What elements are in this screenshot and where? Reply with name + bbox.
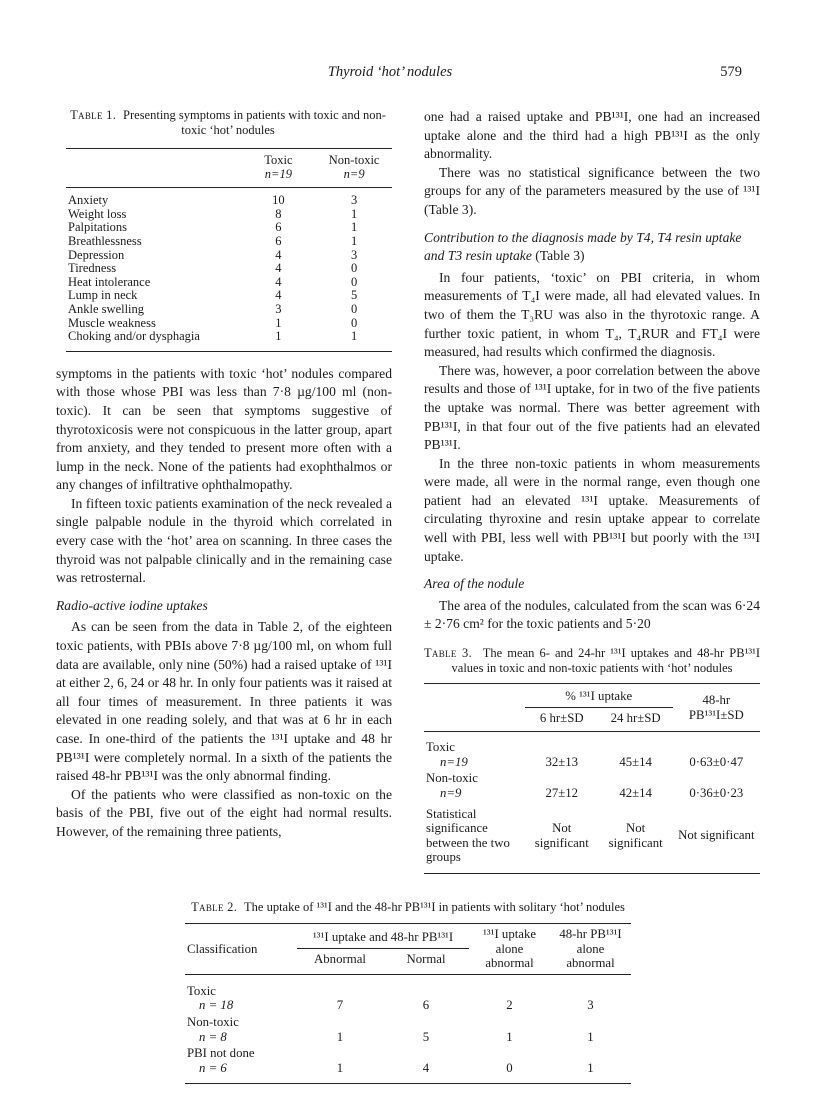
- pb-alone-value: 1: [587, 1060, 594, 1075]
- table2-block: [56, 900, 760, 1084]
- table1-body: [66, 188, 392, 352]
- group-n: n=19: [440, 754, 468, 769]
- nontoxic-value: 1: [351, 233, 358, 248]
- body-paragraph: In the three non-toxic patients in whom measurements were made, all were in the normal range, even though one patient had an elevated ¹³¹I uptake. Measurements of circulating thyroxine and resin uptake appear to correlate well with PBI, less well with PB¹³¹I but poorly with the ¹³¹I uptake.: [424, 455, 760, 564]
- symptom-cell: Anxiety: [68, 193, 109, 208]
- toxic-value: 10: [272, 193, 285, 208]
- classification-n: n = 18: [199, 998, 234, 1013]
- abnormal-value: 1: [336, 1060, 344, 1075]
- symptom-cell: Weight loss: [68, 206, 127, 221]
- nontoxic-value: 0: [351, 315, 358, 330]
- table2: [185, 923, 631, 1084]
- group-label-cell: [424, 732, 525, 771]
- toxic-value: 8: [275, 206, 282, 221]
- section-heading-area: Area of the nodule: [424, 576, 525, 592]
- nontoxic-value: 1: [351, 206, 358, 221]
- table3-header-row-1: [424, 684, 760, 708]
- page-number: 579: [720, 64, 742, 80]
- uptake-alone-value: 2: [506, 998, 513, 1013]
- table1-block: [56, 108, 392, 352]
- pb131-column-header: [673, 684, 760, 732]
- nontoxic-value: 1: [351, 329, 358, 344]
- table-row: [424, 770, 760, 801]
- body-paragraph: In four patients, ‘toxic’ on PBI criteria, in whom measurements of T₄I were made, all had elevated values. In two of them the T₃RU was also in the thyrotoxic range. A further toxic patient, in whom T₄, T₄RUR and FT₄I were measured, had results which confirmed the diagnosis.: [424, 269, 760, 360]
- table-row: [66, 303, 392, 317]
- heading-italic-part: Contribution to the diagnosis made by T4, T4 resin uptake and T3 resin uptake: [424, 229, 742, 264]
- toxic-value: 3: [275, 301, 282, 316]
- table3-caption-text: The mean 6- and 24-hr ¹³¹I uptakes and 48-hr PB¹³¹I values in toxic and non-toxic patients with ‘hot’ nodules: [451, 646, 760, 676]
- table-row: [185, 1014, 631, 1045]
- uptake-group-header: % ¹³¹I uptake: [525, 684, 673, 708]
- symptom-cell: Tiredness: [68, 261, 117, 276]
- normal-header: Normal: [383, 949, 469, 974]
- uptake-alone-value: 1: [506, 1029, 513, 1044]
- value-24hr: 42±14: [619, 786, 652, 800]
- table-row: [66, 317, 392, 331]
- body-paragraph: one had a raised uptake and PB¹³¹I, one had an increased uptake alone and the third had a high PB¹³¹I as the only abnormality.: [424, 109, 760, 162]
- table-row: [66, 262, 392, 276]
- table2-header-row-1: [185, 923, 631, 948]
- running-title: Thyroid ‘hot’ nodules: [327, 64, 453, 80]
- significance-24hr: Not significant: [608, 821, 663, 850]
- significance-6hr: Not significant: [534, 821, 589, 850]
- nontoxic-value: 3: [351, 247, 358, 262]
- toxic-label: Toxic: [264, 153, 293, 167]
- toxic-column-header: [241, 149, 317, 188]
- heading-roman-part: (Table 3): [531, 248, 585, 264]
- group-label-cell: [424, 770, 525, 801]
- nontoxic-value: 3: [351, 193, 358, 208]
- toxic-value: 6: [275, 220, 282, 235]
- body-paragraph: symptoms in the patients with toxic ‘hot’ nodules compared with those whose PBI was less than 7·8 µg/100 ml (non-toxic). It can be seen that symptoms suggestive of thyrotoxicosis were not conspicuous in the latter group, apart from anxiety, and they tended to present more often with a lump in the neck. None of the patients had exophthalmos or any changes of infiltrative ophthalmopathy.: [56, 365, 392, 493]
- classification-cell: [185, 1014, 297, 1045]
- uptake-pb-group-header: ¹³¹I uptake and 48-hr PB¹³¹I: [297, 923, 469, 948]
- table-row: [424, 732, 760, 771]
- pb-alone-value: 1: [587, 1029, 594, 1044]
- col-6hr-header: 6 hr±SD: [525, 707, 599, 732]
- value-24hr: 45±14: [619, 754, 652, 769]
- table2-body: [185, 974, 631, 1084]
- table-row: [66, 235, 392, 249]
- table-row: [66, 221, 392, 235]
- toxic-value: 4: [275, 274, 282, 289]
- table1-caption-label: Table 1.: [70, 108, 117, 122]
- body-paragraph: In fifteen toxic patients examination of the neck revealed a single palpable nodule in the thyroid which correlated in every case with the ‘hot’ area on scanning. In three cases the thyroid was not palpable clinically and in the remaining case was retrosternal.: [56, 495, 392, 586]
- value-pb131: 0·36±0·23: [689, 786, 744, 800]
- pb-alone-header: 48-hr PB¹³¹I alone abnormal: [550, 923, 631, 974]
- group-label: Toxic: [426, 740, 455, 755]
- table-row: [185, 974, 631, 1014]
- toxic-n: n=19: [264, 166, 292, 181]
- symptom-cell: Breathlessness: [68, 233, 142, 248]
- section-heading-contribution: [424, 229, 760, 266]
- toxic-value: 4: [275, 247, 282, 262]
- uptake-alone-value: 0: [506, 1060, 513, 1075]
- classification-n: n = 8: [199, 1029, 227, 1044]
- table3-caption-label: Table 3.: [424, 646, 472, 661]
- body-paragraph: As can be seen from the data in Table 2, of the eighteen toxic patients, with PBIs above 7·8 µg/100 ml, on whom full data are available, only nine (50%) had a raised uptake of ¹³¹I at either 2, 6, 24 or 48 hr. In only four patients was it raised at all four times of measurement. In three patients it was elevated in one reading solely, and that was at 6 hr in each case. In one-third of the patients the ¹³¹I uptake and 48 hr PB¹³¹I were completely normal. In a sixth of the patients the raised 48-hr PB¹³¹I was the only abnormal finding.: [56, 619, 392, 784]
- table-row: [424, 802, 760, 874]
- symptom-cell: Heat intolerance: [68, 274, 151, 289]
- classification-label: Toxic: [187, 983, 216, 998]
- value-6hr: 32±13: [545, 754, 579, 769]
- symptom-cell: Choking and/or dysphagia: [68, 329, 200, 344]
- running-head: [56, 64, 760, 84]
- left-column: [56, 108, 392, 874]
- pb-alone-value: 3: [587, 998, 594, 1013]
- table1-head: [66, 149, 392, 188]
- pb131-header-line2: PB¹³¹I±SD: [688, 707, 744, 722]
- significance-label-cell: Statistical significance between the two groups: [426, 806, 510, 865]
- nontoxic-label: Non-toxic: [328, 153, 380, 167]
- col-24hr-header: 24 hr±SD: [599, 707, 673, 732]
- nontoxic-value: 0: [351, 301, 358, 316]
- empty-header-cell: [66, 149, 241, 188]
- table2-caption-label: Table 2.: [191, 899, 238, 914]
- symptom-cell: Ankle swelling: [68, 301, 145, 316]
- body-paragraph: There was no statistical significance between the two groups for any of the parameters measured by the use of ¹³¹I (Table 3).: [424, 164, 760, 217]
- body-paragraph: There was, however, a poor correlation between the above results and those of ¹³¹I uptake, for in two of the five patients the uptake was normal. There was better agreement with PB¹³¹I, in that four out of the five patients had an elevated PB¹³¹I.: [424, 362, 760, 453]
- table3-head: [424, 684, 760, 732]
- table1-header-row: [66, 149, 392, 188]
- toxic-value: 4: [275, 261, 282, 276]
- table-row: [66, 276, 392, 290]
- table-row: [66, 330, 392, 351]
- nontoxic-column-header: [316, 149, 392, 188]
- table3-caption: [424, 646, 760, 676]
- symptom-cell: Palpitations: [68, 220, 128, 235]
- symptom-cell: Lump in neck: [68, 288, 138, 303]
- right-column: [424, 108, 760, 874]
- value-pb131: 0·63±0·47: [689, 754, 744, 769]
- table-row: [66, 289, 392, 303]
- group-label: Non-toxic: [426, 771, 478, 786]
- normal-value: 4: [422, 1060, 430, 1075]
- group-n: n=9: [440, 786, 462, 800]
- classification-label: PBI not done: [187, 1046, 255, 1061]
- table-row: [66, 188, 392, 208]
- table2-head: [185, 923, 631, 974]
- significance-pb131: Not significant: [678, 828, 755, 843]
- pb131-header-line1: 48-hr: [702, 693, 731, 708]
- toxic-value: 1: [275, 315, 282, 330]
- table-row: [66, 208, 392, 222]
- two-column-layout: [56, 108, 760, 874]
- abnormal-value: 7: [336, 998, 344, 1013]
- table2-caption: [158, 900, 658, 915]
- nontoxic-value: 0: [351, 274, 358, 289]
- table-row: [185, 1045, 631, 1084]
- classification-cell: [185, 974, 297, 1014]
- normal-value: 5: [422, 1029, 430, 1044]
- toxic-value: 4: [275, 288, 282, 303]
- body-paragraph: The area of the nodules, calculated from the scan was 6·24 ± 2·76 cm² for the toxic patients and 5·20: [424, 597, 760, 632]
- uptake-alone-header: ¹³¹I uptake alone abnormal: [469, 923, 550, 974]
- abnormal-value: 1: [336, 1029, 344, 1044]
- table1-caption-text: Presenting symptoms in patients with toxic and non-toxic ‘hot’ nodules: [123, 108, 386, 137]
- symptom-cell: Depression: [68, 247, 125, 262]
- classification-label: Non-toxic: [187, 1014, 239, 1029]
- empty-header-cell: [424, 684, 525, 732]
- table3-body: [424, 732, 760, 874]
- table2-caption-text: The uptake of ¹³¹I and the 48-hr PB¹³¹I in patients with solitary ‘hot’ nodules: [244, 899, 625, 914]
- table3: [424, 683, 760, 874]
- symptom-cell: Muscle weakness: [68, 315, 156, 330]
- nontoxic-n: n=9: [343, 166, 365, 181]
- normal-value: 6: [422, 998, 430, 1013]
- nontoxic-value: 0: [351, 261, 358, 276]
- body-paragraph: Of the patients who were classified as non-toxic on the basis of the PBI, five out of the eight had normal results. However, of the remaining three patients,: [56, 786, 392, 839]
- table-row: [66, 249, 392, 263]
- value-6hr: 27±12: [545, 786, 579, 800]
- section-heading-uptakes: Radio-active iodine uptakes: [56, 597, 208, 613]
- toxic-value: 1: [275, 329, 282, 344]
- classification-n: n = 6: [199, 1060, 227, 1075]
- classification-header: Classification: [185, 923, 297, 974]
- nontoxic-value: 1: [351, 220, 358, 235]
- nontoxic-value: 5: [351, 288, 358, 303]
- classification-cell: [185, 1045, 297, 1084]
- table1: [66, 148, 392, 352]
- table1-caption: [68, 108, 388, 138]
- toxic-value: 6: [275, 233, 282, 248]
- abnormal-header: Abnormal: [297, 949, 383, 974]
